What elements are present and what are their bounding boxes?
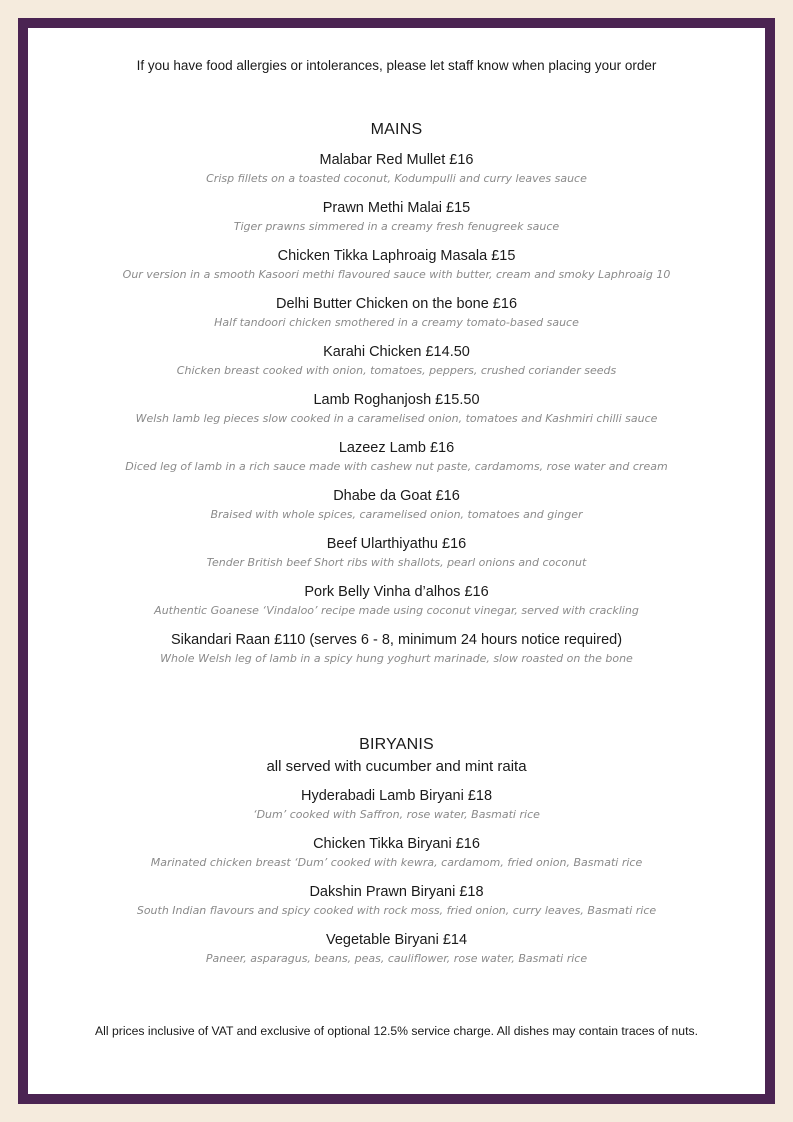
- menu-item: [0, 883, 793, 919]
- menu-item: [0, 835, 793, 871]
- item-description: Chicken breast cooked with onion, tomatoes, peppers, crushed coriander seeds: [176, 364, 617, 377]
- footer-notice: All prices inclusive of VAT and exclusive of optional 12.5% service charge. All dishes may contain traces of nuts.: [95, 1024, 698, 1038]
- mains-title: MAINS: [370, 121, 423, 138]
- item-name: Hyderabadi Lamb Biryani £18: [300, 788, 493, 804]
- biryanis-title: BIRYANIS: [359, 736, 434, 753]
- item-name: Karahi Chicken £14.50: [323, 344, 470, 360]
- item-name: Delhi Butter Chicken on the bone £16: [275, 296, 518, 312]
- item-description: ‘Dum’ cooked with Saffron, rose water, Basmati rice: [253, 808, 540, 821]
- menu-item: [0, 487, 793, 523]
- item-description: Authentic Goanese ‘Vindaloo’ recipe made using coconut vinegar, served with crackling: [154, 604, 639, 617]
- menu-item: [0, 631, 793, 667]
- item-description: Our version in a smooth Kasoori methi flavoured sauce with butter, cream and smoky Laphroaig 10: [122, 268, 671, 281]
- menu-item: [0, 343, 793, 379]
- item-name: Pork Belly Vinha d’alhos £16: [304, 584, 489, 600]
- menu-item: [0, 151, 793, 187]
- menu-item: [0, 295, 793, 331]
- item-name: Dhabe da Goat £16: [333, 488, 460, 504]
- item-name: Dakshin Prawn Biryani £18: [309, 884, 484, 900]
- item-name: Prawn Methi Malai £15: [322, 200, 471, 216]
- menu-item: [0, 391, 793, 427]
- item-name: Chicken Tikka Biryani £16: [313, 836, 480, 852]
- item-description: Paneer, asparagus, beans, peas, cauliflower, rose water, Basmati rice: [205, 952, 588, 965]
- item-description: Tiger prawns simmered in a creamy fresh fenugreek sauce: [233, 220, 560, 233]
- item-description: Marinated chicken breast ‘Dum’ cooked with kewra, cardamom, fried onion, Basmati rice: [150, 856, 643, 869]
- item-name: Sikandari Raan £110 (serves 6 - 8, minimum 24 hours notice required): [170, 632, 623, 648]
- menu-item: [0, 583, 793, 619]
- item-name: Beef Ularthiyathu £16: [326, 536, 467, 552]
- menu-item: [0, 247, 793, 283]
- menu-item: [0, 931, 793, 967]
- item-description: Whole Welsh leg of lamb in a spicy hung yoghurt marinade, slow roasted on the bone: [160, 652, 633, 665]
- item-description: Tender British beef Short ribs with shallots, pearl onions and coconut: [206, 556, 587, 569]
- item-description: South Indian flavours and spicy cooked with rock moss, fried onion, curry leaves, Basmati rice: [136, 904, 657, 917]
- allergy-notice: If you have food allergies or intolerances, please let staff know when placing your order: [136, 58, 657, 73]
- menu-item: [0, 535, 793, 571]
- biryanis-subtitle: all served with cucumber and mint raita: [266, 758, 527, 775]
- menu-item: [0, 439, 793, 475]
- item-name: Chicken Tikka Laphroaig Masala £15: [277, 248, 516, 264]
- menu-item: [0, 787, 793, 823]
- item-name: Lamb Roghanjosh £15.50: [313, 392, 480, 408]
- item-description: Crisp fillets on a toasted coconut, Kodumpulli and curry leaves sauce: [206, 172, 587, 185]
- item-description: Half tandoori chicken smothered in a creamy tomato-based sauce: [214, 316, 579, 329]
- biryanis-section-header: [0, 736, 793, 775]
- item-name: Lazeez Lamb £16: [338, 440, 455, 456]
- item-description: Diced leg of lamb in a rich sauce made with cashew nut paste, cardamoms, rose water and cream: [125, 460, 668, 473]
- menu-item: [0, 199, 793, 235]
- item-description: Welsh lamb leg pieces slow cooked in a caramelised onion, tomatoes and Kashmiri chilli sauce: [135, 412, 658, 425]
- mains-section-header: [0, 121, 793, 139]
- item-name: Malabar Red Mullet £16: [319, 152, 474, 168]
- item-description: Braised with whole spices, caramelised onion, tomatoes and ginger: [210, 508, 583, 521]
- item-name: Vegetable Biryani £14: [325, 932, 468, 948]
